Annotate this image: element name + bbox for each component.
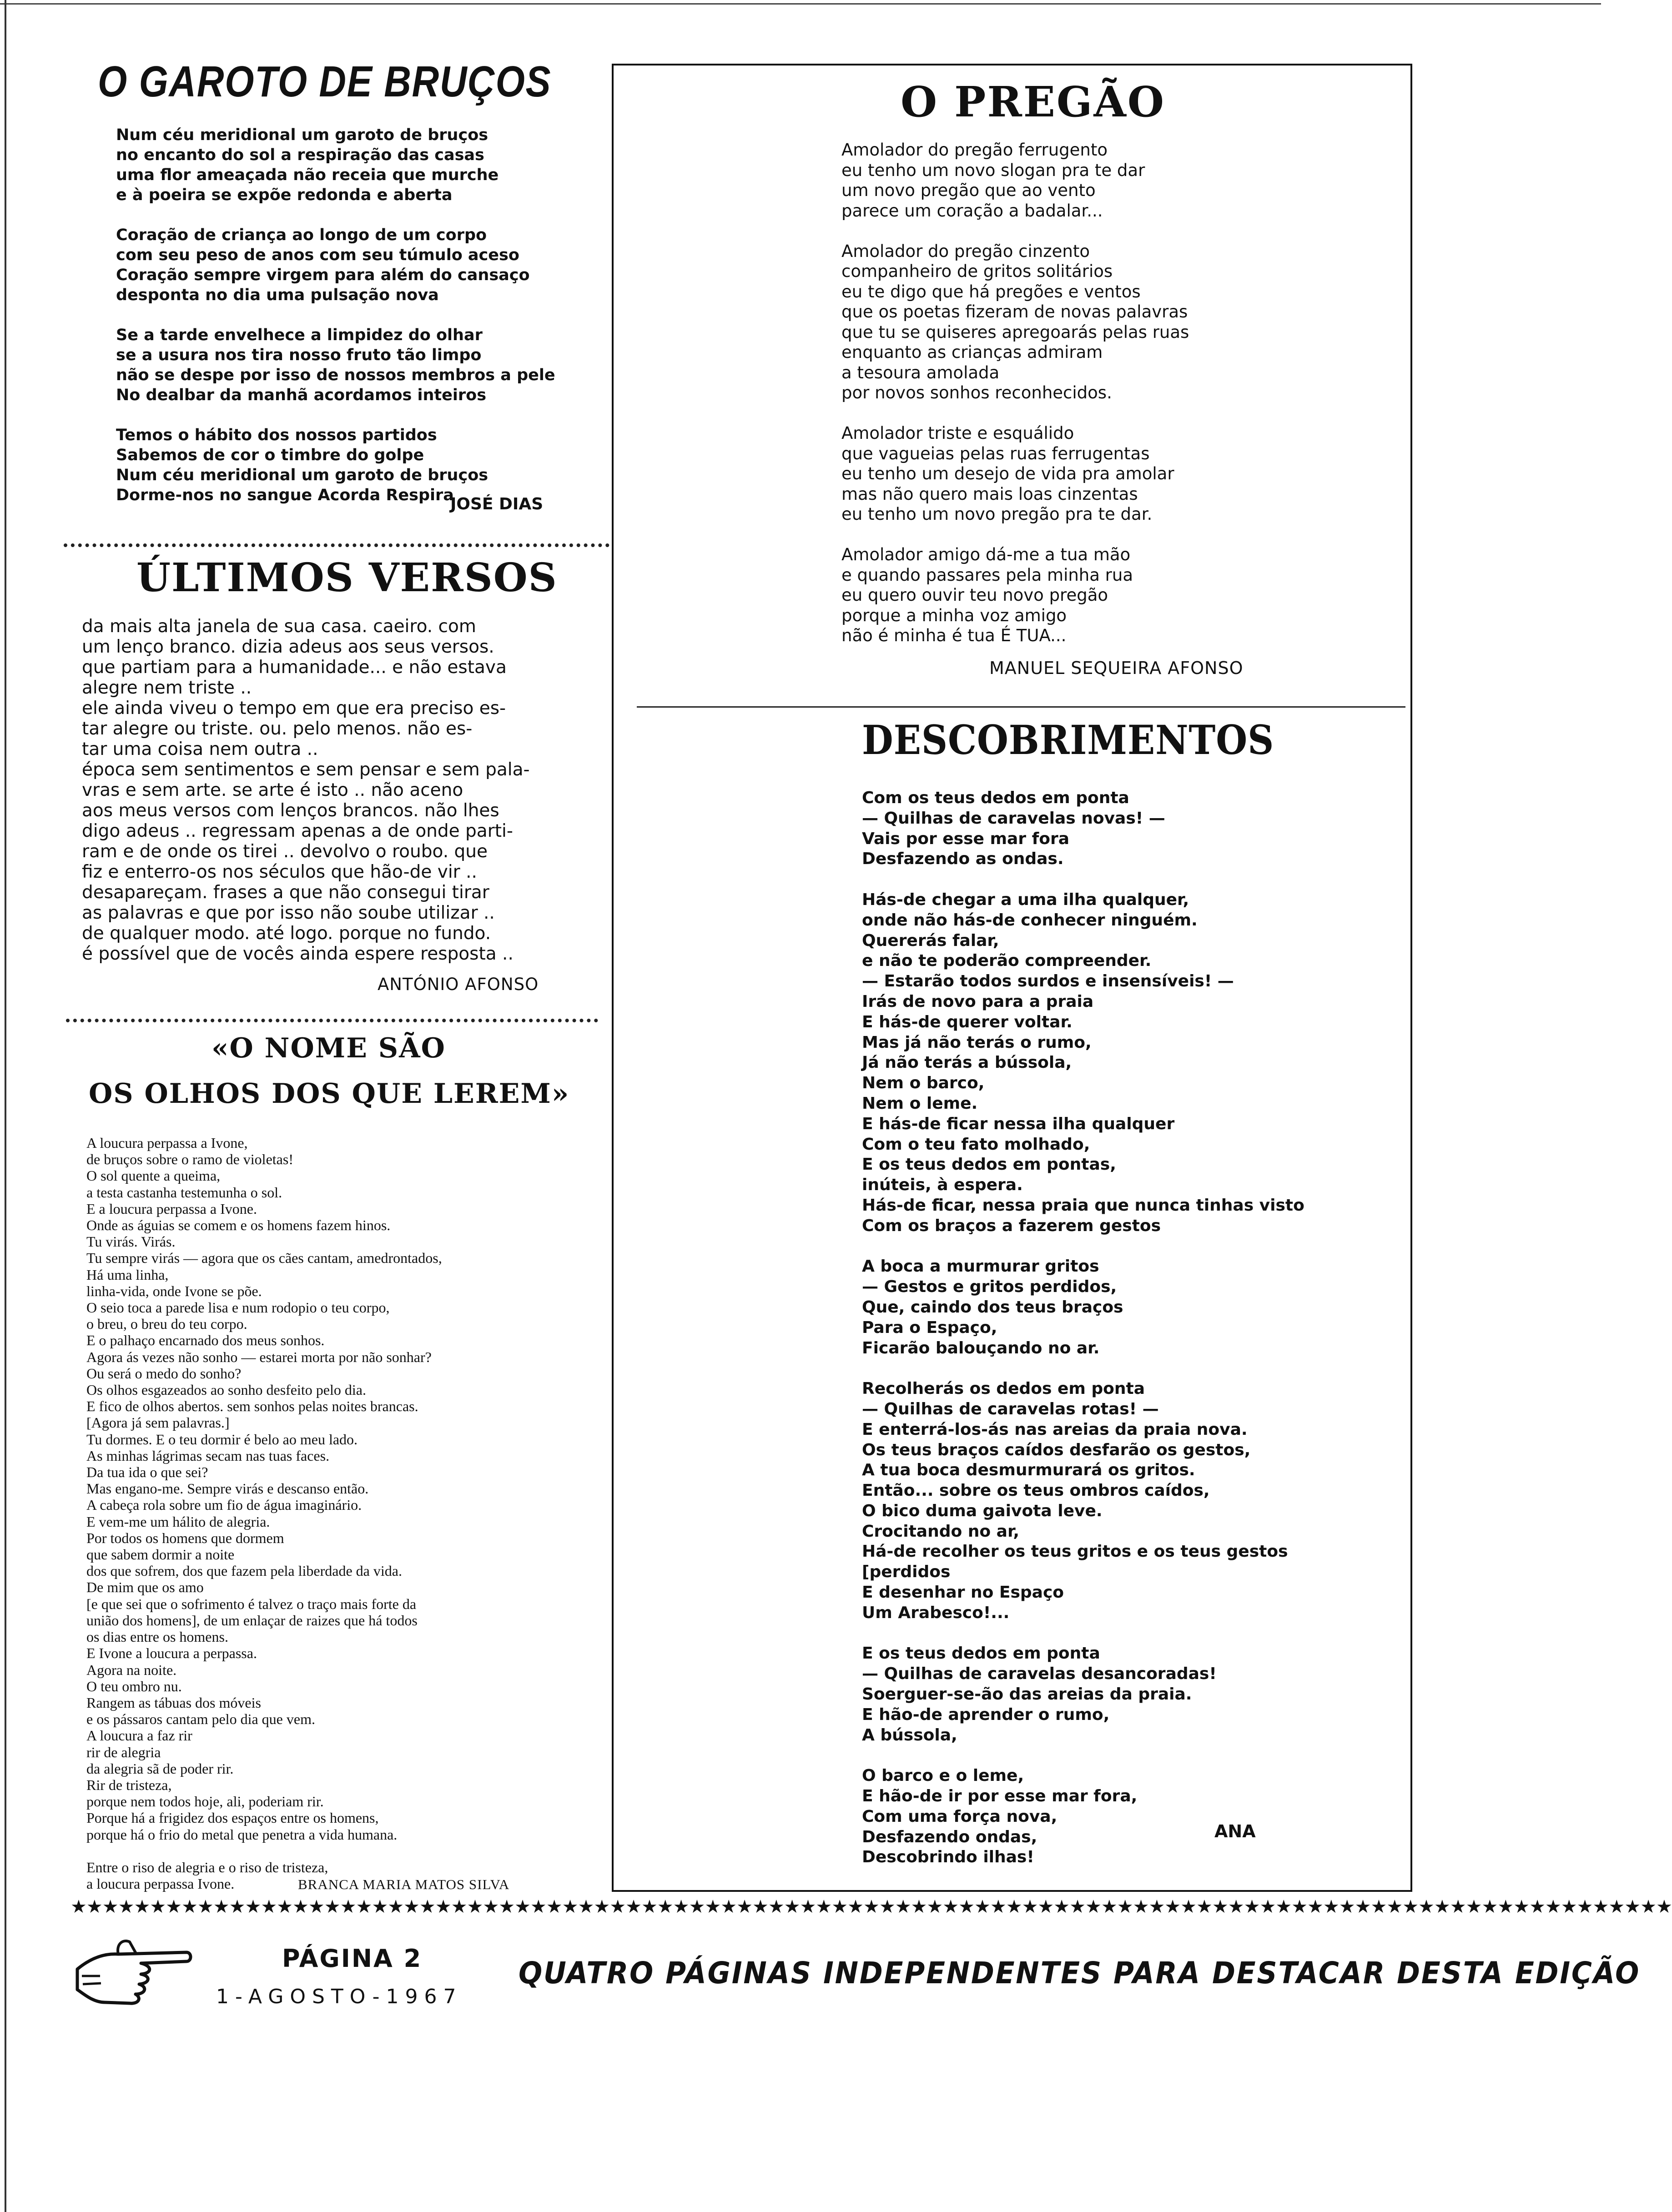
page-number: PÁGINA 2: [282, 1944, 423, 1973]
poem-body-nome: A loucura perpassa a Ivone, de bruços sobre o ramo de violetas! O sol quente a queima, a testa castanha testemunha o sol. E a loucura perpassa a Ivone. Onde as águias se comem e os homens fazem hinos. Tu virás. Virás. Tu sempre virás — agora que os cães cantam, amedrontados, Há uma linha, linha-vida, onde Ivone se põe. O seio toca a parede lisa e num rodopio o teu corpo, o breu, o breu do teu corpo. E o palhaço encarnado dos meus sonhos. Agora ás vezes não sonho — estarei morta por não sonhar? Ou será o medo do sonho? Os olhos esgazeados ao sonho desfeito pelo dia. E fico de olhos abertos. sem sonhos pelas noites brancas. [Agora já sem palavras.] Tu dormes. E o teu dormir é belo ao meu lado. As minhas lágrimas secam nas tuas faces. Da tua ida o que sei? Mas engano-me. Sempre virás e descanso então. A cabeça rola sobre um fio de água imaginário. E vem-me um hálito de alegria. Por todos os homens que dormem que sabem dormir a noite dos que sofrem, dos que fazem pela liberdade da vida. De mim que os amo [e que sei que o sofrimento é talvez o traço mais forte da união dos homens], de um enlaçar de raizes que há todos os dias entre os homens. E Ivone a loucura a perpassa. Agora na noite. O teu ombro nu. Rangem as tábuas dos móveis e os pássaros cantam pelo dia que vem. A loucura a faz rir rir de alegria da alegria sã de poder rir. Rir de tristeza, porque nem todos hoje, ali, poderiam rir. Porque há a frigidez dos espaços entre os homens, porque há o frio do metal que penetra a vida humana. Entre o riso de alegria e o riso de tristeza, a loucura perpassa Ivone.: [86, 1135, 442, 1892]
poem-author-garoto: JOSÉ DIAS: [450, 495, 544, 513]
edition-banner: QUATRO PÁGINAS INDEPENDENTES PARA DESTACAR DESTA EDIÇÃO: [519, 1956, 1641, 1991]
top-edge: [0, 0, 1601, 5]
poem-body-descobrimentos: Com os teus dedos em ponta — Quilhas de caravelas novas! — Vais por esse mar fora Desfazendo as ondas. Hás-de chegar a uma ilha qualquer, onde não hás-de conhecer ninguém. Quererás falar, e não te poderão compreender. — Estarão todos surdos e insensíveis! — Irás de novo para a praia E hás-de querer voltar. Mas já não terás o rumo, Já não terás a bússola, Nem o barco, Nem o leme. E hás-de ficar nessa ilha qualquer Com o teu fato molhado, E os teus dedos em pontas, inúteis, à espera. Hás-de ficar, nessa praia que nunca tinhas visto Com os braços a fazerem gestos A boca a murmurar gritos — Gestos e gritos perdidos, Que, caindo dos teus braços Para o Espaço, Ficarão balouçando no ar. Recolherás os dedos em ponta — Quilhas de caravelas rotas! — E enterrá-los-ás nas areias da praia nova. Os teus braços caídos desfarão os gestos, A tua boca desmurmurará os gritos. Então... sobre os teus ombros caídos, O bico duma gaivota leve. Crocitando no ar, Há-de recolher os teus gritos e os teus gestos [perdidos E desenhar no Espaço Um Arabesco!... E os teus dedos em ponta — Quilhas de caravelas desancoradas! Soerguer-se-ão das areias da praia. E hão-de aprender o rumo, A bússola, O barco e o leme, E hão-de ir por esse mar fora, Com uma força nova, Desfazendo ondas, Descobrindo ilhas!: [862, 789, 1304, 1867]
poem-author-nome: BRANCA MARIA MATOS SILVA: [298, 1876, 510, 1892]
poem-title-garoto: O GAROTO DE BRUÇOS: [98, 57, 552, 106]
box-divider: [637, 706, 1405, 708]
star-border: ★★★★★★★★★★★★★★★★★★★★★★★★★★★★★★★★★★★★★★★★★★★★★★★★★★★★★★★★★★★★★★★★★★★★★★★★★★★★★★★★★★★★★★★★★★★★★★★★★★★★★: [71, 1896, 1672, 1917]
dotted-separator: [64, 543, 609, 547]
left-edge: [0, 0, 6, 2212]
poem-author-pregao: MANUEL SEQUEIRA AFONSO: [989, 658, 1244, 678]
poem-title-pregao: O PREGÃO: [901, 77, 1166, 126]
pointing-hand-icon: [73, 1926, 196, 2021]
poem-body-ultimos: da mais alta janela de sua casa. caeiro. com um lenço branco. dizia adeus aos seus versos. que partiam para a humanidade... e não estava alegre nem triste .. ele ainda viveu o tempo em que era preciso es- tar alegre ou triste. ou. pelo menos. não es- tar uma coisa nem outra .. época sem sentimentos e sem pensar e sem pala- vras e sem arte. se arte é isto .. não aceno aos meus versos com lenços brancos. não lhes digo adeus .. regressam apenas a de onde parti- ram e de onde os tirei .. devolvo o roubo. que fiz e enterro-os nos séculos que hão-de vir .. desapareçam. frases a que não consegui tirar as palavras e que por isso não soube utilizar .. de qualquer modo. até logo. porque no fundo. é possível que de vocês ainda espere resposta ..: [82, 616, 530, 964]
poem-title-nome-line1: «O NOME SÃO: [212, 1032, 446, 1064]
poem-title-nome-line2: OS OLHOS DOS QUE LEREM»: [89, 1078, 570, 1110]
poem-title-ultimos: ÚLTIMOS VERSOS: [136, 555, 558, 601]
poem-author-descobrimentos: ANA: [1214, 1821, 1256, 1841]
poem-body-pregao: Amolador do pregão ferrugento eu tenho um novo slogan pra te dar um novo pregão que ao vento parece um coração a badalar... Amolador do pregão cinzento companheiro de gritos solitários eu te digo que há pregões e ventos que os poetas fizeram de novas palavras que tu se quiseres apregoarás pelas ruas enquanto as crianças admiram a tesoura amolada por novos sonhos reconhecidos. Amolador triste e esquálido que vagueias pelas ruas ferrugentas eu tenho um desejo de vida pra amolar mas não quero mais loas cinzentas eu tenho um novo pregão pra te dar. Amolador amigo dá-me a tua mão e quando passares pela minha rua eu quero ouvir teu novo pregão porque a minha voz amigo não é minha é tua É TUA...: [841, 140, 1189, 645]
issue-date: 1-AGOSTO-1967: [216, 1985, 463, 2008]
poem-body-garoto: Num céu meridional um garoto de bruços no encanto do sol a respiração das casas uma flor ameaçada não receia que murche e à poeira se expõe redonda e aberta Coração de criança ao longo de um corpo com seu peso de anos com seu túmulo aceso Coração sempre virgem para além do cansaço desponta no dia uma pulsação nova Se a tarde envelhece a limpidez do olhar se a usura nos tira nosso fruto tão limpo não se despe por isso de nossos membros a pele No dealbar da manhã acordamos inteiros Temos o hábito dos nossos partidos Sabemos de cor o timbre do golpe Num céu meridional um garoto de bruços Dorme-nos no sangue Acorda Respira: [116, 126, 555, 504]
dotted-separator: [66, 1019, 598, 1022]
poem-author-ultimos: ANTÓNIO AFONSO: [378, 975, 539, 994]
poem-title-descobrimentos: DESCOBRIMENTOS: [862, 716, 1274, 764]
